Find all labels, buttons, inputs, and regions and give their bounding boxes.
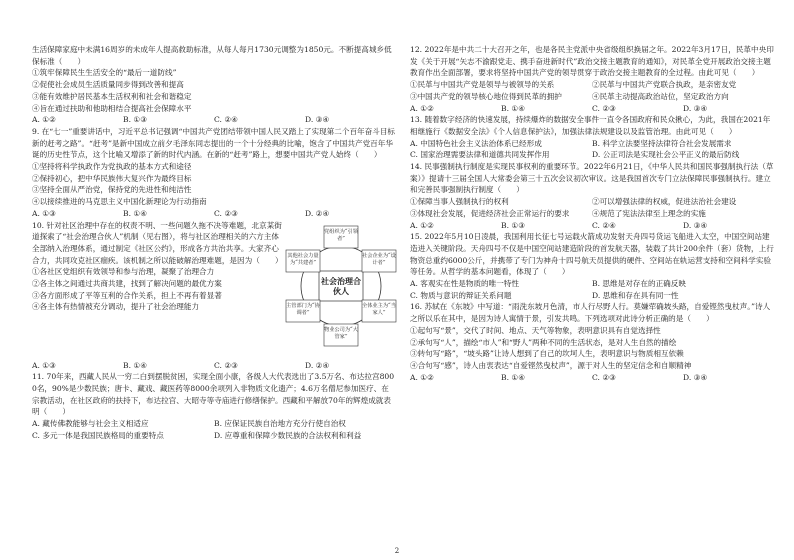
q14-choice-c: C. ②④: [592, 220, 616, 230]
q16-choice-a: A. ①②: [410, 372, 434, 382]
q10-choices: [32, 360, 396, 372]
q9-choice-a: A. ①③: [32, 208, 56, 218]
q10-choice-b: B. ①④: [123, 360, 148, 370]
q16-option-4: ④合句写“感”，诗人由衷表达“自爱铿然曳杖声”，源于对人生的坚定信念和自顺精神: [410, 360, 692, 370]
q16-choice-b: B. ①④: [501, 372, 526, 382]
diagram-node-6: 其他社会力量为“共建者”: [287, 252, 319, 266]
q14-choice-b: B. ①③: [501, 220, 526, 230]
q13-stem: 13. 随着数字经济的快速发展，持续爆炸的数据安全事件一直令各国政府和民众揪心，为此，我国在2021年相继施行《数据安全法》《个人信息保护法》，加强法律法规建设以及监管治理。由此可见（ ）: [410, 115, 771, 136]
q9-choice-b: B. ①④: [123, 208, 148, 218]
q10-choice-d: D. ②④: [305, 360, 330, 370]
q15-choices-row1: [410, 278, 774, 290]
q15-choice-a: A. 客观实在性是物质的唯一特性: [410, 279, 520, 289]
q16-option-3: ③转句写“路”，“坡头路”让诗人想到了自己的坎坷人生，表明意识与物质相互依赖: [410, 349, 684, 359]
q12-option-2: ②民革与中国共产党联合执政，是亲密友党: [592, 80, 737, 90]
q13-choice-a: A. 中国特色社会主义法治体系已经形成: [410, 138, 542, 148]
q12-choices: [410, 103, 774, 115]
q11-choices-row1: [32, 418, 396, 430]
q14-option-1: ①保障当事人强制执行的权利: [410, 197, 509, 207]
right-column: [410, 44, 774, 383]
q9-choice-c: C. ②③: [214, 208, 238, 218]
q12-option-1: ①民革与中国共产党是领导与被领导的关系: [410, 80, 555, 90]
q16-option-2: ②承句写“人”，描绘“市人”和“野人”两种不同的生活状态，是对人生自然的描绘: [410, 337, 677, 347]
q14-options-row2: [410, 208, 774, 220]
q13-choice-c: C. 国家治理需要法律和道德共同发挥作用: [410, 150, 550, 160]
q11-choice-b: B. 应保证民族自治地方充分行使自治权: [214, 419, 346, 429]
q15-choice-b: B. 思维是对存在的正确反映: [592, 279, 686, 289]
q12-choice-c: C. ②③: [592, 103, 616, 113]
q12-choice-b: B. ①④: [501, 103, 526, 113]
q10-option-3: ③各方面形成了平等互利的合作关系，担上不再有着显著: [32, 290, 222, 300]
q14-choice-d: D. ③④: [683, 220, 708, 230]
page-number: 2: [394, 547, 400, 555]
q15-choices-row2: [410, 290, 774, 302]
q11-stem: 11. 70年来，西藏人民从一穷二白到摆脱贫困，实现全面小康，各级人大代表选出了3.5万名、布达拉宫8000名，90%是少数民族；唐卡、藏戏、藏医药等8000余项列入非物质文化遗产；4.6万名僧尼参加医疗、在宗教活动，在社区政府的扶持下，布达拉宫、大昭寺等寺庙进行修缮保护。西藏和平解放70年的辉煌成就表明（ ）: [32, 372, 395, 417]
q12-option-4: ④民革主动提高政治站位，坚定政治方向: [592, 91, 729, 101]
diagram-node-2: 社会企业为“设计者”: [362, 252, 396, 266]
q14-option-2: ②可以增强法律的权威，促进法治社会建设: [592, 197, 737, 207]
q10-option-4: ④各主体有热情被充分调动，提升了社会治理能力: [32, 302, 200, 312]
q15-choice-c: C. 物质与意识的辩证关系问题: [410, 290, 512, 300]
q15-choice-d: D. 思维和存在具有同一性: [592, 290, 679, 300]
q11-choice-c: C. 多元一体是我国民族格局的重要特点: [32, 430, 164, 440]
q9-stem: 9. 在“七一”重要讲话中，习近平总书记强调“中国共产党团结带领中国人民又踏上了实现第二个百年奋斗目标新的赶考之路”。“赶考”是新中国成立前夕毛泽东同志提出的一个十分经典的比喻，饱含了中国共产党百年华诞的历史性节点，这个比喻又增添了新的时代内涵。在新的“赶考”路上，想要中国共产党人始终（ ）: [32, 126, 396, 160]
q8-option-2: ②促使社会成员生活质量同步得到改善和提高: [32, 80, 184, 90]
q8-choices: [32, 114, 396, 126]
q8-continuation: 生活保障家庭中未满16周岁的未成年人提高救助标准，从每人每月1730元调整为1850元。不断提高城乡低保标准（ ）: [32, 45, 392, 66]
q9-option-3: ③坚持全面从严治党，保持党的先进性和纯洁性: [32, 185, 192, 195]
q16-choices: [410, 372, 774, 384]
q12-options-row1: [410, 79, 774, 91]
q12-option-3: ③中国共产党的领导核心地位得到民革的拥护: [410, 91, 562, 101]
q14-choices: [410, 220, 774, 232]
q11-choices-row2: [32, 430, 396, 442]
q14-choice-a: A. ①②: [410, 220, 434, 230]
q9-choice-d: D. ②④: [305, 208, 330, 218]
diagram-center-label: 社会治理合伙人: [321, 275, 361, 296]
q8-option-4: ④旨在通过扶助和他助相结合提高社会保障水平: [32, 103, 192, 113]
q13-choices-row1: [410, 138, 774, 150]
q13-choice-d: D. 公正司法是实现社会公平正义的最后防线: [592, 150, 740, 160]
q13-choices-row2: [410, 149, 774, 161]
q15-stem: 15. 2022年5月10日凌晨，我国利用长征七号运载火箭成功发射天舟四号货运飞船进入太空，中国空间站建造进入关键阶段。天舟四号不仅是中国空间站建造阶段的首发航天器，装载了共计200余件（套）货物，上行物资总重约6000公斤，并携带了专门为神舟十四号航天员提供的硬件、空间站在轨运营支持和空间科学实验等任务。从哲学的基本问题看，体现了（ ）: [410, 232, 774, 277]
q10-choice-a: A. ①③: [32, 360, 56, 370]
diagram-node-5: 主管部门为“协调者”: [286, 302, 320, 316]
q12-stem: 12. 2022年是中共二十大召开之年，也是各民主党派中央省级组织换届之年。2022年3月17日，民革中央印发《关于开展“矢志不渝跟党走、携手奋进新时代”政治交接主题教育的通知》，对民革全党开展政治交接主题教育作出全面部署，要求将坚持中国共产党的领导贯穿于政治交接主题教育的全过程。由此可见（ ）: [410, 45, 774, 78]
q14-stem: 14. 民事强制执行制度是实现民事权利的重要环节。2022年6月21日，《中华人民共和国民事强制执行法（草案）》提请十三届全国人大常委会第三十五次会议初次审议。这是我国首次专门立法保障民事强制执行。建立和完善民事强制执行制度（ ）: [410, 162, 774, 195]
diagram-node-1: 党组织为“引领者”: [324, 228, 358, 242]
q16-choice-d: D. ③④: [683, 372, 708, 382]
q12-choice-d: D. ③④: [683, 103, 708, 113]
q11-choice-d: D. 应尊重和保障少数民族的合法权利和利益: [214, 430, 362, 440]
q12-options-row2: [410, 91, 774, 103]
q14-option-4: ④规范了宪法法律至上理念的实施: [592, 208, 706, 218]
q9-option-1: ①坚持将科学执政作为党执政的基本方式和途径: [32, 162, 192, 172]
q10-stem: 10. 针对社区治理中存在的权责不明、一些问题久拖不决等难题，北京某街道探索了“社会治理合伙人”机制（见右图），将与社区治理相关的六方主体全部纳入治理体系，通过制定《社区公约》，形成各方共治共享。大家齐心合力，共同攻克社区痼疾。该机制之所以能破解治理难题，是因为（ ）: [32, 220, 283, 265]
q9-option-4: ④以接续推进的马克思主义中国化新理论为行动指南: [32, 197, 207, 207]
q13-choice-b: B. 科学立法要坚持法律符合社会发展需求: [592, 138, 732, 148]
q9-option-2: ②保持初心，把中华民族伟大复兴作为最终目标: [32, 173, 192, 183]
q8-option-3: ③能有效维护居民基本生活权利和社会和谐稳定: [32, 91, 192, 101]
q16-stem: 16. 苏轼在《东坡》中写道：“雨洗东坡月色清，市人行尽野人行。莫嫌荦确坡头路，自爱铿然曳杖声。”诗人之所以乐在其中，是因为诗人寓情于景，引发共鸣。下列选项对此诗分析正确的是（ ）: [410, 302, 771, 324]
q8-choice-b: B. ①③: [123, 115, 148, 125]
diagram-node-3: 全体业主为“当家人”: [362, 302, 396, 316]
q16-choice-c: C. ②③: [592, 372, 616, 382]
q8-choice-d: D. ③④: [305, 115, 330, 125]
q8-choice-c: C. ②④: [214, 115, 238, 125]
q10-choice-c: C. ②③: [214, 360, 238, 370]
q10-option-1: ①各社区党组织有效领导和参与治理，凝聚了治理合力: [32, 267, 215, 277]
q14-option-3: ③体现社会发展，促进经济社会正常运行的要求: [410, 208, 570, 218]
q16-option-1: ①起句写“景”，交代了时间、地点、天气等物象，表明意识具有自觉选择性: [410, 325, 661, 335]
q10-block: [32, 220, 396, 360]
q10-option-2: ②各主体之间通过共商共建，找到了解决问题的最优方案: [32, 279, 222, 289]
q14-options-row1: [410, 196, 774, 208]
q8-choice-a: A. ①②: [32, 115, 56, 125]
governance-partner-diagram: [284, 216, 398, 356]
q11-choice-a: A. 藏传佛教能够与社会主义相适应: [32, 419, 149, 429]
left-column: [32, 44, 396, 441]
q12-choice-a: A. ①②: [410, 103, 434, 113]
q8-option-1: ①筑牢保障民生生活安全的“最后一道防线”: [32, 68, 177, 78]
diagram-node-4: 物业公司为“大管家”: [324, 326, 358, 340]
